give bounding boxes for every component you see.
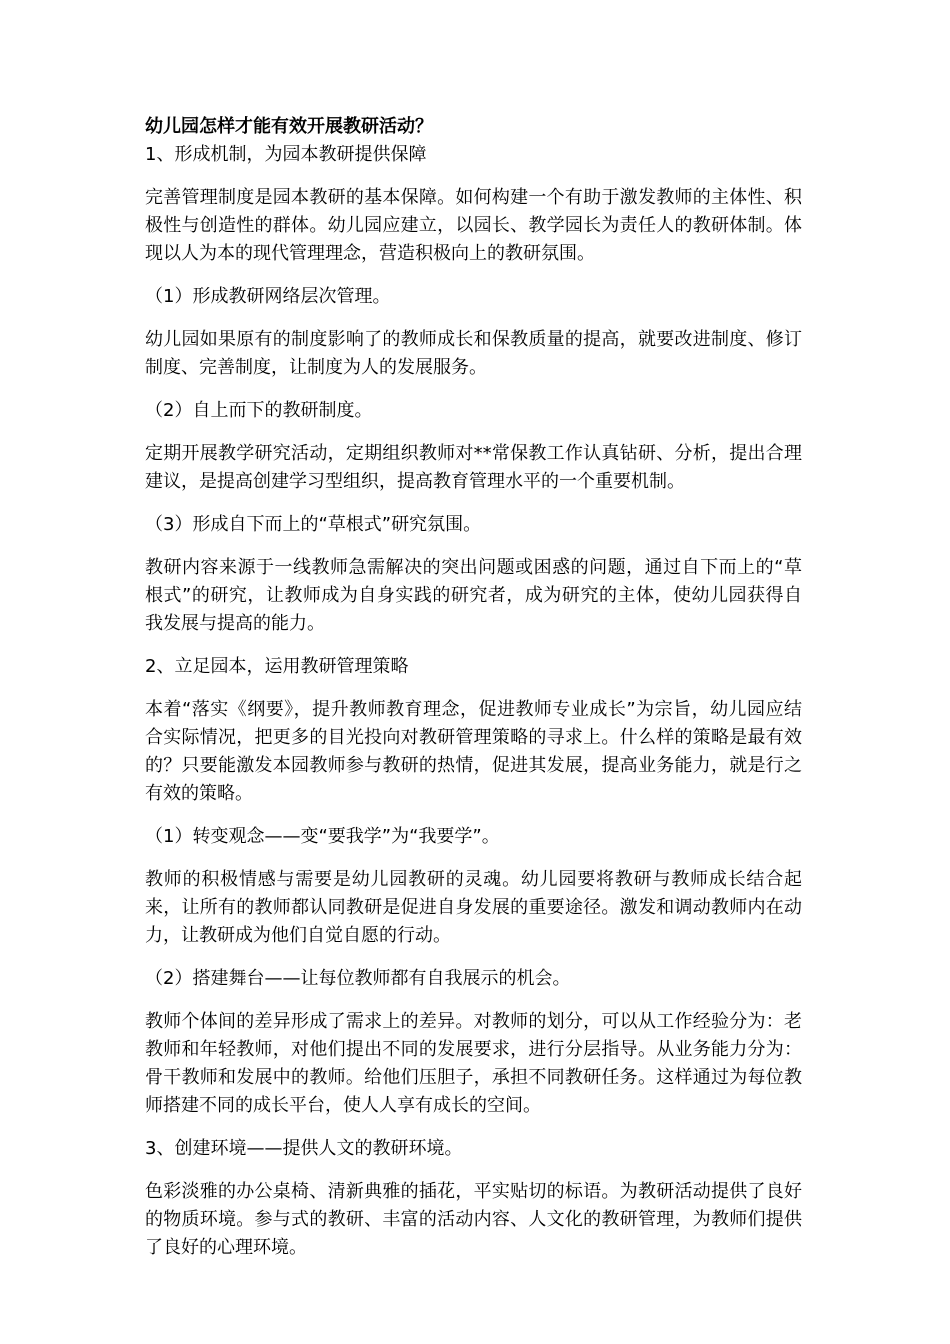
section-heading-2: 2、立足园本，运用教研管理策略 (145, 656, 409, 677)
section-heading-1: 1、形成机制，为园本教研提供保障 (145, 144, 427, 165)
subheading: （3）形成自下而上的“草根式”研究氛围。 (145, 514, 482, 535)
paragraph: 定期开展教学研究活动，定期组织教师对**常保教工作认真钻研、分析，提出合理建议，是提高创建学习型组织，提高教育管理水平的一个重要机制。 (145, 443, 802, 492)
subheading: （1）形成教研网络层次管理。 (145, 286, 391, 307)
paragraph: 教师个体间的差异形成了需求上的差异。对教师的划分，可以从工作经验分为：老教师和年轻教师，对他们提出不同的发展要求，进行分层指导。从业务能力分为：骨干教师和发展中的教师。给他们压胆子，承担不同教研任务。这样通过为每位教师搭建不同的成长平台，使人人享有成长的空间。 (145, 1011, 802, 1116)
subheading: （2）自上而下的教研制度。 (145, 400, 373, 421)
document-title: 幼儿园怎样才能有效开展教研活动？ (145, 116, 433, 137)
paragraph: 教师的积极情感与需要是幼儿园教研的灵魂。幼儿园要将教研与教师成长结合起来，让所有的教师都认同教研是促进自身发展的重要途径。激发和调动教师内在动力，让教研成为他们自觉自愿的行动。 (145, 869, 802, 946)
section-heading-3: 3、创建环境——提供人文的教研环境。 (145, 1138, 463, 1159)
paragraph: 教研内容来源于一线教师急需解决的突出问题或困惑的问题，通过自下而上的“草根式”的研究，让教师成为自身实践的研究者，成为研究的主体，使幼儿园获得自我发展与提高的能力。 (145, 557, 802, 634)
subheading: （1）转变观念——变“要我学”为“我要学”。 (145, 826, 500, 847)
paragraph: 本着“落实《纲要》，提升教师教育理念，促进教师专业成长”为宗旨，幼儿园应结合实际情况，把更多的目光投向对教研管理策略的寻求上。什么样的策略是最有效的？只要能激发本园教师参与教研的热情，促进其发展，提高业务能力，就是行之有效的策略。 (145, 699, 802, 804)
paragraph: 色彩淡雅的办公桌椅、清新典雅的插花，平实贴切的标语。为教研活动提供了良好的物质环境。参与式的教研、丰富的活动内容、人文化的教研管理，为教师们提供了良好的心理环境。 (145, 1181, 802, 1258)
paragraph: 幼儿园如果原有的制度影响了的教师成长和保教质量的提高，就要改进制度、修订制度、完善制度，让制度为人的发展服务。 (145, 329, 802, 378)
paragraph: 完善管理制度是园本教研的基本保障。如何构建一个有助于激发教师的主体性、积极性与创造性的群体。幼儿园应建立，以园长、教学园长为责任人的教研体制。体现以人为本的现代管理理念，营造积极向上的教研氛围。 (145, 187, 802, 264)
subheading: （2）搭建舞台——让每位教师都有自我展示的机会。 (145, 968, 571, 989)
